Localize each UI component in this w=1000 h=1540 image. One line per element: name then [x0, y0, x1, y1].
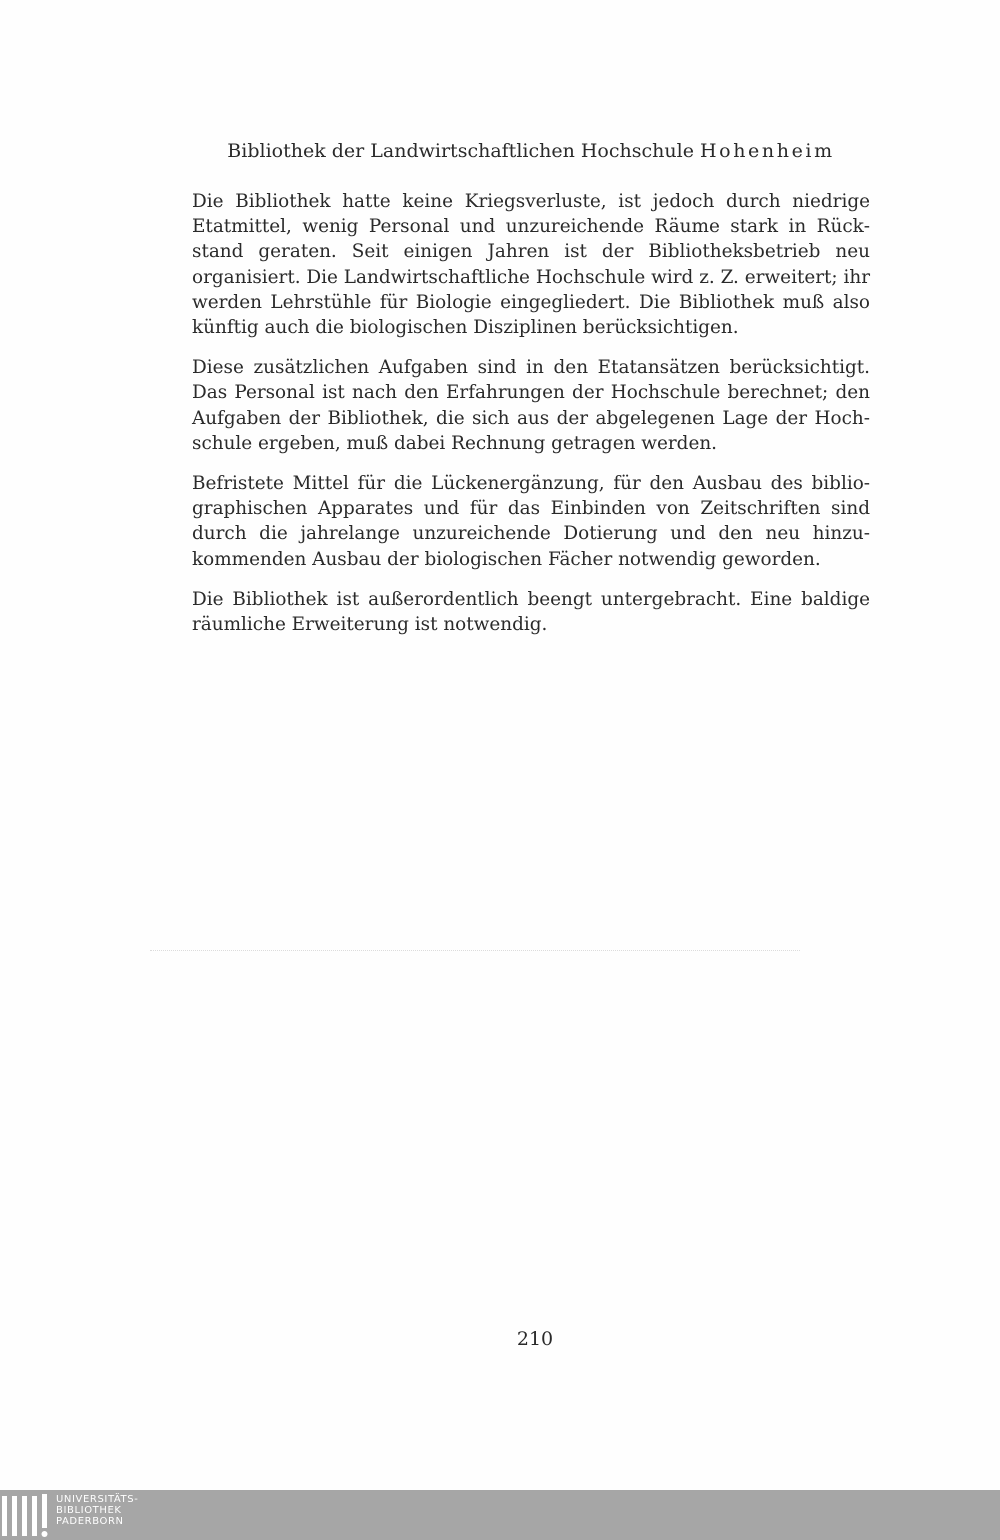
library-logo-text — [56, 1494, 138, 1527]
footer-bar — [0, 1490, 1000, 1540]
paragraph-2: Diese zusätzlichen Aufgaben sind in den Etatansätzen berücksichtigt. Das Personal ist nach den Erfahrungen der Hochschule berechnet; den Aufgaben der Bibliothek, die sich aus der abgelegenen Lage der Hochschule ergeben, muß dabei Rechnung getragen werden. — [192, 357, 870, 454]
logo-line-1: UNIVERSITÄTS- — [56, 1494, 139, 1505]
library-logo-icon — [2, 1494, 52, 1538]
show-through-line — [150, 950, 800, 952]
heading-place: Hohenheim — [700, 140, 835, 162]
paragraph-1: Die Bibliothek hatte keine Kriegsverluste, ist jedoch durch niedrige Etatmittel, wenig Personal und unzureichende Räume stark in Rückstand geraten. Seit einigen Jahren ist der Bibliotheksbetrieb neu organisiert. Die Landwirtschaftliche Hochschule wird z. Z. erweitert; ihr werden Lehrstühle für Biologie eingegliedert. Die Bibliothek muß also künftig auch die biologischen Disziplinen berücksichtigen. — [192, 191, 870, 339]
paragraph-4: Die Bibliothek ist außerordentlich beengt untergebracht. Eine baldige räumliche Erweiterung ist notwendig. — [192, 588, 870, 636]
logo-line-3: PADERBORN — [56, 1516, 124, 1527]
paragraph-3: Befristete Mittel für die Lückenergänzung, für den Ausbau des bibliographischen Apparates und für das Einbinden von Zeitschriften sind durch die jahrelange unzureichende Dotierung und den neu hinzukommenden Ausbau der biologischen Fächer notwendig geworden. — [192, 473, 870, 570]
page-number: 210 — [516, 1328, 554, 1350]
page-heading — [192, 138, 870, 164]
logo-line-2: BIBLIOTHEK — [56, 1505, 122, 1516]
body-text — [192, 189, 870, 652]
library-logo — [0, 1490, 150, 1540]
heading-prefix: Bibliothek der Landwirtschaftlichen Hochschule — [227, 140, 694, 162]
